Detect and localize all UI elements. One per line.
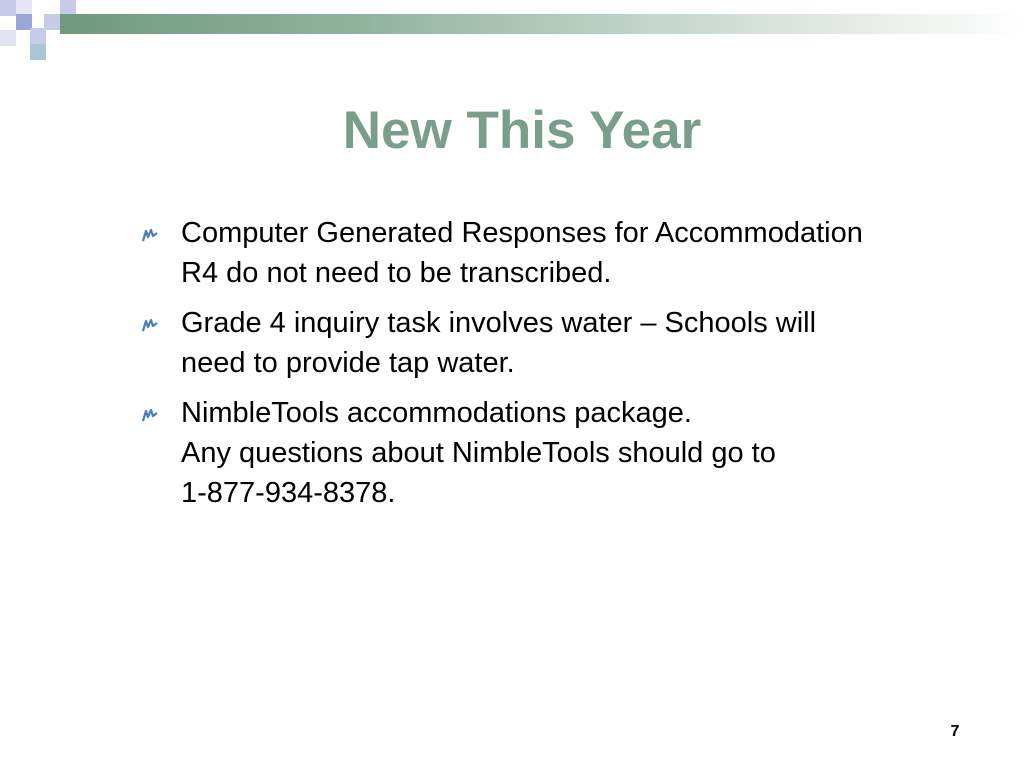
decor-square [30, 44, 46, 60]
bullet-text-line: Grade 4 inquiry task involves water – Schools will [181, 307, 817, 339]
page-number: 7 [950, 723, 960, 740]
decor-square [30, 28, 46, 44]
decor-square [0, 0, 16, 16]
slide-title: New This Year [342, 101, 702, 160]
bullet-arrow-icon [142, 228, 158, 242]
bullet-item [140, 393, 1010, 513]
bullet-list [140, 213, 1010, 523]
bullet-text-line: need to provide tap water. [181, 347, 515, 379]
bullet-arrow-icon [142, 408, 158, 422]
bullet-item [140, 213, 1010, 293]
bullet-text-line: Computer Generated Responses for Accommodation [181, 217, 863, 249]
bullet-item [140, 303, 1010, 383]
bullet-text-line: Any questions about NimbleTools should go to [181, 437, 776, 469]
bullet-text-line: R4 do not need to be transcribed. [181, 257, 612, 289]
phone-number: 1-877-934-8378. [181, 477, 396, 509]
bullet-text-line: NimbleTools accommodations package. [181, 397, 692, 429]
header-banner [60, 14, 1024, 34]
decor-square [0, 30, 16, 46]
bullet-arrow-icon [142, 318, 158, 332]
decor-square [44, 14, 60, 30]
